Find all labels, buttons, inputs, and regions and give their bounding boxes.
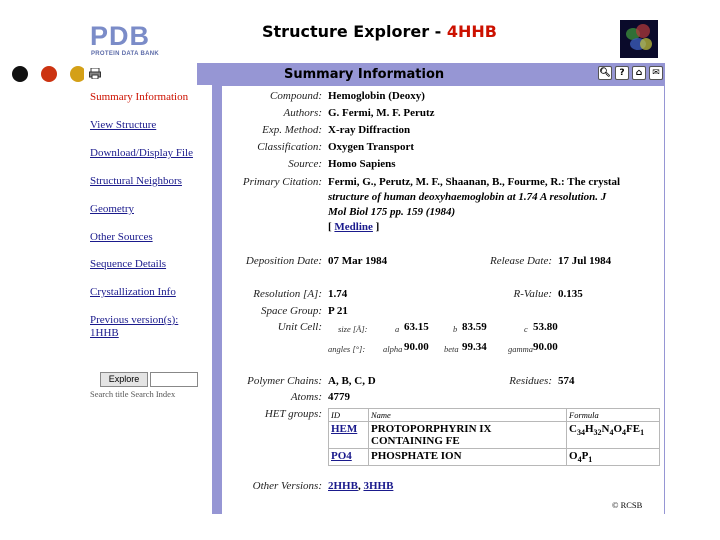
gamma-label: gamma — [508, 344, 534, 354]
explore-button[interactable]: Explore — [100, 372, 148, 387]
method-value: X-ray Diffraction — [328, 124, 411, 136]
spacegroup-label: Space Group: — [261, 305, 322, 317]
classification-value: Oxygen Transport — [328, 141, 415, 153]
nav-summary-information[interactable]: Summary Information — [90, 91, 189, 103]
nav-crystallization-info[interactable]: Crystallization Info — [90, 286, 176, 298]
classification-label: Classification: — [257, 141, 322, 153]
toolbar-icons — [598, 66, 663, 80]
het-row — [329, 449, 660, 466]
citation-line-1: Fermi, G., Perutz, M. F., Shaanan, B., Fourme, R.: The crystal — [328, 176, 621, 188]
nav-dot-1 — [12, 66, 28, 82]
residues-label: Residues: — [509, 375, 552, 387]
copyright[interactable]: © RCSB — [612, 500, 643, 510]
beta-label: beta — [444, 344, 459, 354]
resolution-label: Resolution [A]: — [253, 288, 322, 300]
other-versions-list: 2HHB, 3HHB — [328, 480, 394, 492]
search-options[interactable]: Search title Search Index — [90, 389, 176, 399]
spacegroup-value: P 21 — [328, 305, 348, 317]
panel-header — [84, 63, 665, 85]
het-name-line-2: CONTAINING FE — [371, 435, 460, 447]
source-value: Homo Sapiens — [328, 158, 396, 170]
beta-value: 99.34 — [462, 341, 487, 353]
nav-view-structure[interactable]: View Structure — [90, 119, 157, 131]
nav-other-sources[interactable]: Other Sources — [90, 231, 153, 243]
citation-line-3: Mol Biol 175 pp. 159 (1984) — [328, 206, 456, 218]
rvalue-label: R-Value: — [513, 288, 552, 300]
c-label: c — [524, 324, 528, 334]
authors-label: Authors: — [283, 107, 322, 119]
nav-previous-versions[interactable]: Previous version(s): — [90, 314, 179, 326]
mail-icon[interactable]: ✉ — [649, 66, 663, 80]
page-title-prefix: Structure Explorer - — [262, 22, 447, 41]
compound-label: Compound: — [270, 90, 322, 102]
section-title: Summary Information — [284, 67, 445, 82]
het-formula: $O_4P_1$ — [567, 449, 660, 466]
het-header-id: ID — [329, 409, 369, 422]
release-value: 17 Jul 1984 — [558, 255, 612, 267]
authors-value: G. Fermi, M. F. Perutz — [328, 107, 435, 119]
resolution-value: 1.74 — [328, 288, 348, 300]
sidebar — [84, 85, 212, 514]
print-icon[interactable] — [89, 68, 101, 79]
size-label: size [Å]: — [338, 324, 368, 334]
pdb-logo[interactable] — [90, 21, 172, 57]
other-version-link[interactable]: 2HHB — [328, 480, 358, 492]
nav-dot-2 — [41, 66, 57, 82]
help-icon[interactable]: ? — [615, 66, 629, 80]
citation-label: Primary Citation: — [242, 176, 322, 188]
source-label: Source: — [288, 158, 322, 170]
medline-bracket: [ Medline ] — [328, 221, 380, 233]
other-versions-label: Other Versions: — [252, 480, 322, 492]
a-value: 63.15 — [404, 321, 429, 333]
het-name-line-1: PROTOPORPHYRIN IX — [371, 423, 492, 435]
compound-value: Hemoglobin (Deoxy) — [328, 90, 425, 102]
rvalue-value: 0.135 — [558, 288, 583, 300]
atoms-label: Atoms: — [290, 391, 322, 403]
het-header-row — [329, 409, 660, 422]
angles-label: angles [°]: — [328, 344, 366, 354]
nav-geometry[interactable]: Geometry — [90, 203, 134, 215]
c-value: 53.80 — [533, 321, 558, 333]
deposition-label: Deposition Date: — [245, 255, 322, 267]
chains-value: A, B, C, D — [328, 375, 376, 387]
residues-value: 574 — [558, 375, 575, 387]
page-title-id: 4HHB — [446, 22, 497, 41]
gamma-value: 90.00 — [533, 341, 558, 353]
het-header-formula: Formula — [567, 409, 660, 422]
nav-structural-neighbors[interactable]: Structural Neighbors — [90, 175, 182, 187]
logo-subtitle: PROTEIN DATA BANK — [91, 51, 159, 57]
chains-label: Polymer Chains: — [247, 375, 322, 387]
het-id-link[interactable]: HEM — [331, 423, 358, 435]
a-label: a — [395, 324, 400, 334]
b-label: b — [453, 324, 458, 334]
structure-thumbnail[interactable] — [620, 20, 658, 58]
b-value: 83.59 — [462, 321, 487, 333]
het-label: HET groups: — [264, 408, 322, 420]
method-label: Exp. Method: — [262, 124, 322, 136]
logo-letters: PDB — [90, 21, 151, 51]
nav-previous-version-1hhb[interactable]: 1HHB — [90, 327, 119, 339]
het-row — [329, 422, 660, 449]
deposition-value: 07 Mar 1984 — [328, 255, 388, 267]
het-name-line-1: PHOSPHATE ION — [369, 449, 567, 466]
home-icon[interactable]: ⌂ — [632, 66, 646, 80]
explore-input[interactable] — [150, 372, 198, 387]
release-label: Release Date: — [490, 255, 552, 267]
het-groups-table — [328, 408, 660, 466]
alpha-value: 90.00 — [404, 341, 429, 353]
citation-line-2: structure of human deoxyhaemoglobin at 1.74 A resolution. J — [328, 191, 607, 203]
medline-link[interactable]: Medline — [334, 221, 373, 233]
atoms-value: 4779 — [328, 391, 350, 403]
nav-download-display-file[interactable]: Download/Display File — [90, 147, 193, 159]
search-icon[interactable]: 🔍︎ — [599, 68, 611, 78]
other-version-link[interactable]: 3HHB — [363, 480, 394, 492]
unitcell-label: Unit Cell: — [277, 321, 322, 333]
het-formula: $C_{34}H_{32}N_4O_4FE_1$ — [567, 422, 660, 449]
nav-sequence-details[interactable]: Sequence Details — [90, 258, 167, 270]
het-id-link[interactable]: PO4 — [331, 450, 352, 462]
alpha-label: alpha — [383, 344, 403, 354]
page-title — [262, 22, 497, 41]
het-header-name: Name — [369, 409, 567, 422]
